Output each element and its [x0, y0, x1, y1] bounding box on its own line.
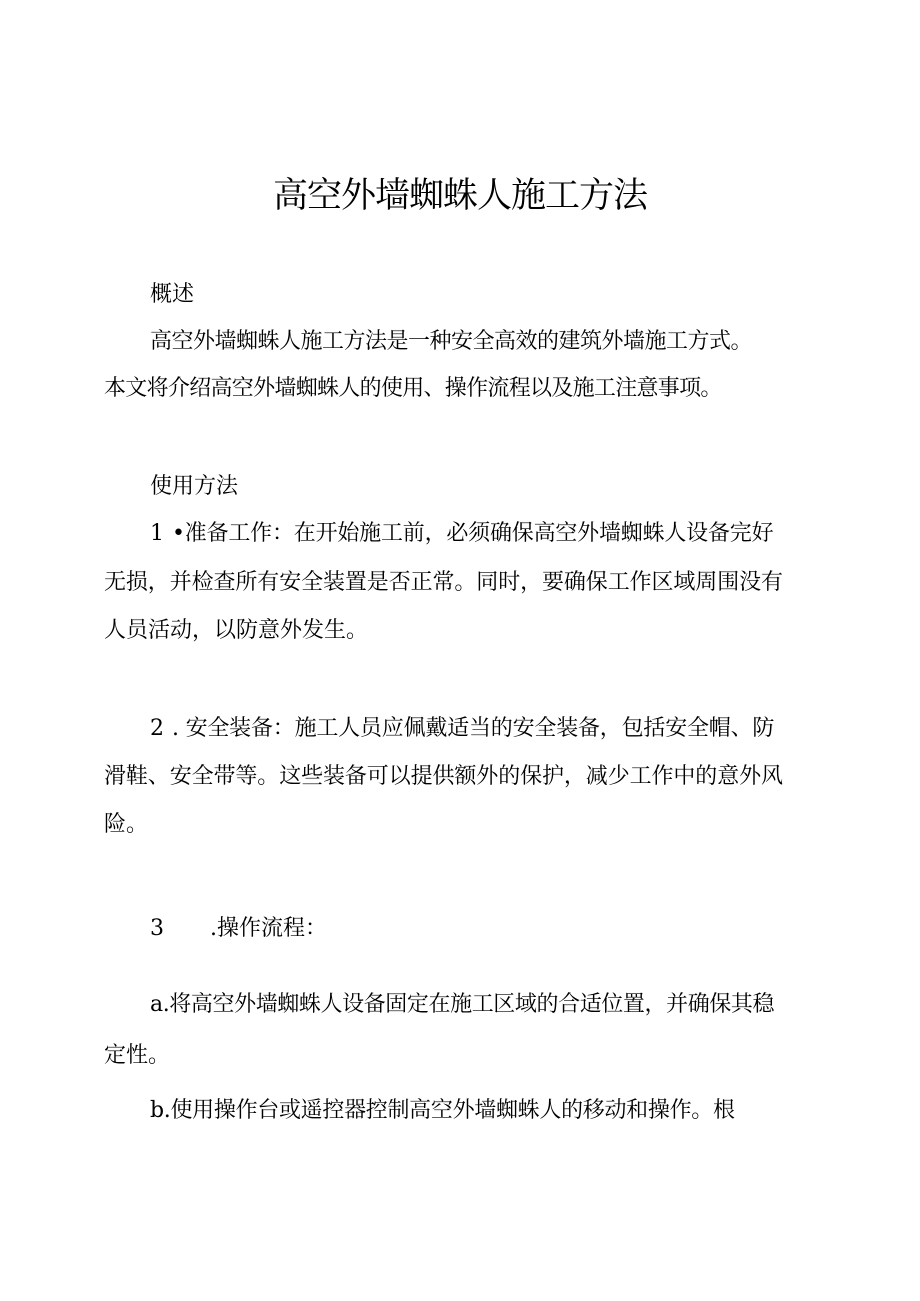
- document-title: 高空外墙蜘蛛人施工方法: [272, 176, 647, 216]
- usage-heading: 使用方法: [150, 474, 239, 499]
- item-1-number: 1: [150, 521, 164, 546]
- item-2-number: 2: [150, 716, 164, 741]
- item-1-text: •准备工作：在开始施工前，必须确保高空外墙蜘蛛人设备完好: [172, 521, 774, 546]
- item-2-line-3: 险。: [104, 812, 149, 837]
- item-1-line-2: 无损，并检查所有安全装置是否正常。同时，要确保工作区域周围没有: [104, 570, 783, 595]
- overview-heading: 概述: [150, 282, 195, 307]
- item-3-line: [150, 914, 327, 944]
- step-a-line-2: 定性。: [104, 1043, 171, 1068]
- step-a-line-1: a.将高空外墙蜘蛛人设备固定在施工区域的合适位置，并确保其稳: [150, 992, 775, 1017]
- step-b-line-1: b.使用操作台或遥控器控制高空外墙蜘蛛人的移动和操作。根: [150, 1098, 735, 1123]
- item-2-line-1: [150, 714, 774, 744]
- item-2-text: . 安全装备：施工人员应佩戴适当的安全装备，包括安全帽、防: [172, 716, 775, 741]
- item-3-label: .操作流程：: [210, 916, 327, 941]
- item-1-line-1: [150, 519, 773, 549]
- item-1-line-3: 人员活动，以防意外发生。: [104, 618, 369, 643]
- item-2-line-2: 滑鞋、安全带等。这些装备可以提供额外的保护，减少工作中的意外风: [104, 764, 783, 789]
- overview-paragraph-line-1: 高空外墙蜘蛛人施工方法是一种安全高效的建筑外墙施工方式。: [150, 329, 753, 354]
- item-3-number: 3: [150, 916, 164, 941]
- overview-paragraph-line-2: 本文将介绍高空外墙蜘蛛人的使用、操作流程以及施工注意事项。: [104, 376, 722, 401]
